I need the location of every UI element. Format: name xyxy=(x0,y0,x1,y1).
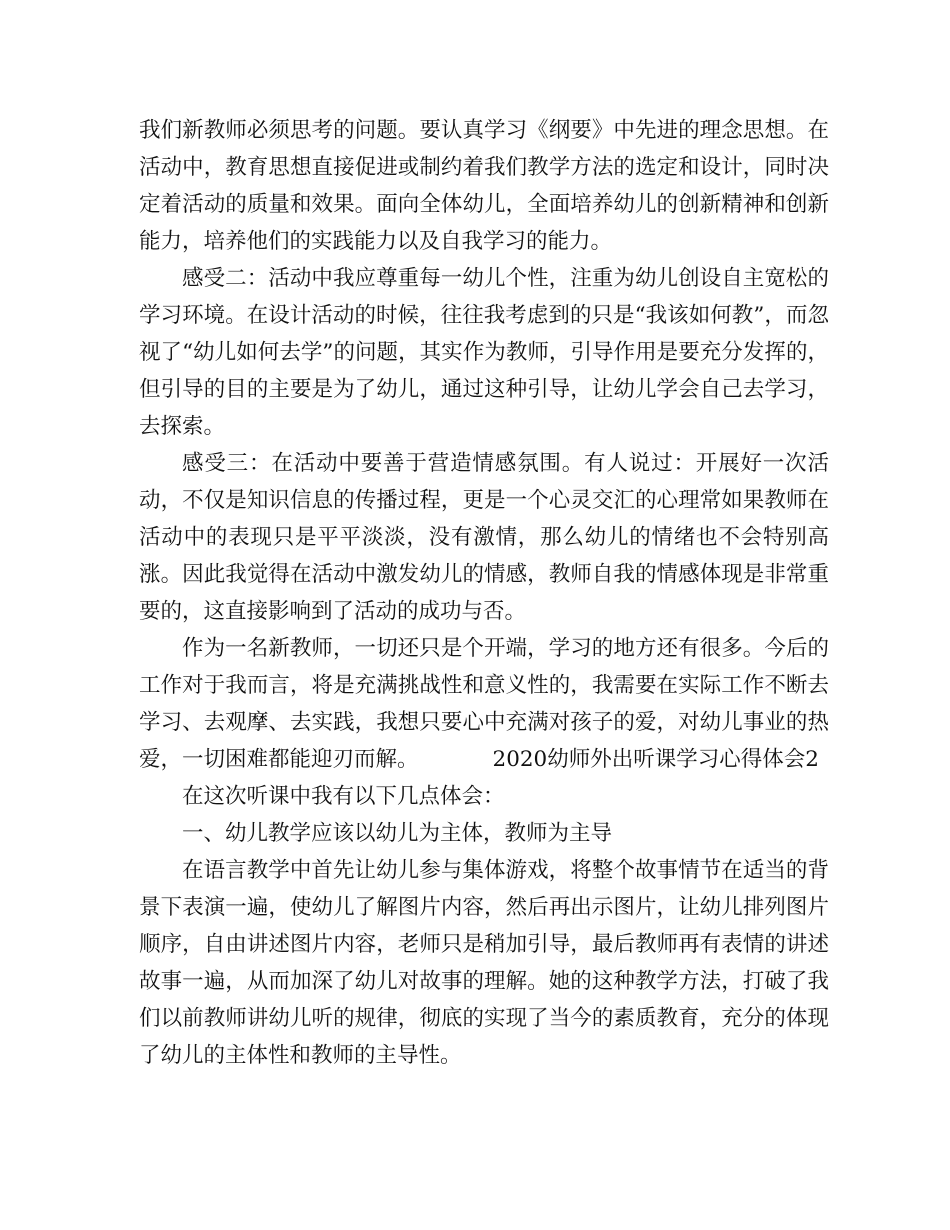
section-heading-1: 一、幼儿教学应该以幼儿为主体，教师为主导 xyxy=(182,821,613,846)
paragraph-language-teaching: 在语言教学中首先让幼儿参与集体游戏，将整个故事情节在适当的背景下表演一遍，使幼儿了解图片内容，然后再出示图片，让幼儿排列图片顺序，自由讲述图片内容，老师只是稍加引导，最后教师再有表情的讲述故事一遍，从而加深了幼儿对故事的理解。她的这种教学方法，打破了我们以前教师讲幼儿听的规律，彻底的实现了当今的素质教育，充分的体现了幼儿的主体性和教师的主导性。 xyxy=(139,858,829,1068)
paragraph-conclusion xyxy=(139,630,829,778)
conclusion-text: 作为一名新教师，一切还只是个开端，学习的地方还有很多。今后的工作对于我而言，将是充满挑战性和意义性的，我需要在实际工作不断去学习、去观摩、去实践，我想只要心中充满对孩子的爱，对幼儿事业的热爱，一切困难都能迎刃而解。 xyxy=(139,636,829,772)
article-title-2: 2020幼师外出听课学习心得体会2 xyxy=(492,747,819,772)
paragraph-feeling-three: 感受三：在活动中要善于营造情感氛围。有人说过：开展好一次活动，不仅是知识信息的传播过程，更是一个心灵交汇的心理常如果教师在活动中的表现只是平平淡淡，没有激情，那么幼儿的情绪也不会特别高涨。因此我觉得在活动中激发幼儿的情感，教师自我的情感体现是非常重要的，这直接影响到了活动的成功与否。 xyxy=(139,451,829,624)
paragraph-intro: 在这次听课中我有以下几点体会： xyxy=(182,784,505,809)
paragraph-feeling-two: 感受二：活动中我应尊重每一幼儿个性，注重为幼儿创设自主宽松的学习环境。在设计活动的时候，往往我考虑到的只是“我该如何教”，而忽视了“幼儿如何去学”的问题，其实作为教师，引导作用是要充分发挥的，但引导的目的主要是为了幼儿，通过这种引导，让幼儿学会自己去学习，去探索。 xyxy=(139,266,829,439)
paragraph-1: 我们新教师必须思考的问题。要认真学习《纲要》中先进的理念思想。在活动中，教育思想直接促进或制约着我们教学方法的选定和设计，同时决定着活动的质量和效果。面向全体幼儿，全面培养幼儿的创新精神和创新能力，培养他们的实践能力以及自我学习的能力。 xyxy=(139,118,829,254)
document-page xyxy=(139,112,829,1074)
